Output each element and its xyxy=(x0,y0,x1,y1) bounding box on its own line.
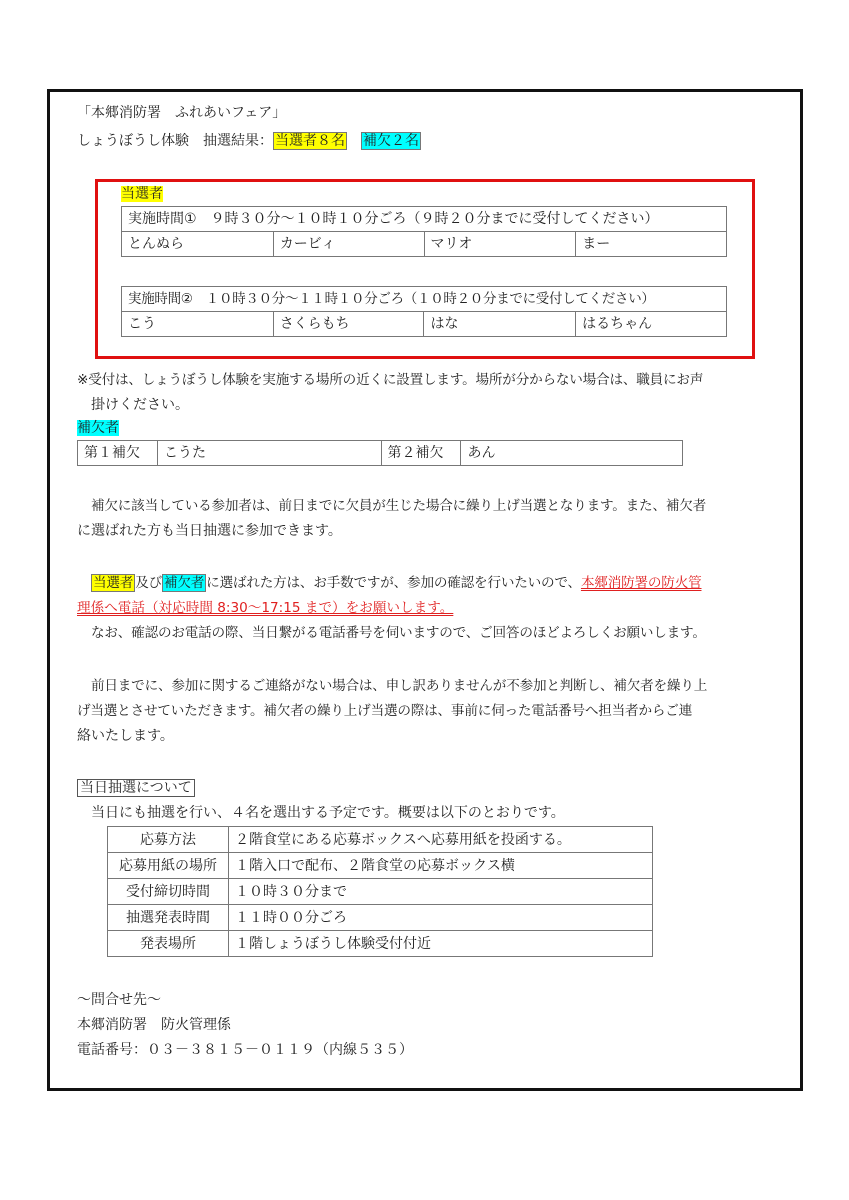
reserve-info-line-2: に選ばれた方も当日抽選に参加できます。 xyxy=(77,523,342,539)
session-1-time: 実施時間① ９時３０分～１０時１０分ごろ（９時２０分までに受付してください） xyxy=(122,207,727,232)
row-value: １階しょうぼうし体験受付付近 xyxy=(229,931,653,957)
winner-name: はるちゃん xyxy=(576,312,727,337)
row-label: 受付締切時間 xyxy=(108,879,229,905)
confirm-line-1 xyxy=(91,573,701,593)
table-row xyxy=(108,853,653,879)
confirm-text: に選ばれた方は、お手数ですが、参加の確認を行いたいので、 xyxy=(206,575,581,591)
winner-name: とんぬら xyxy=(122,232,274,257)
same-day-lottery-intro: 当日にも抽選を行い、４名を選出する予定です。概要は以下のとおりです。 xyxy=(91,805,565,821)
reception-note-line-2: 掛けください。 xyxy=(91,397,189,413)
table-row xyxy=(108,879,653,905)
reserves-count-badge: 補欠２名 xyxy=(363,133,419,149)
reserve-label: 第１補欠 xyxy=(78,441,158,466)
winners-heading-text: 当選者 xyxy=(121,186,163,202)
session-2-table xyxy=(121,286,727,337)
winner-name: マリオ xyxy=(424,232,576,257)
table-row xyxy=(108,905,653,931)
reserves-table xyxy=(77,440,683,466)
reception-note-line-1: ※受付は、しょうぼうし体験を実施する場所の近くに設置します。場所が分からない場合は、職員にお声 xyxy=(77,372,704,388)
session-1-table xyxy=(121,206,727,257)
winner-name: さくらもち xyxy=(273,312,424,337)
confirm-reserves-highlight: 補欠者 xyxy=(163,575,205,591)
session-2-time: 実施時間② １０時３０分～１１時１０分ごろ（１０時２０分までに受付してください） xyxy=(122,287,727,312)
row-value: １階入口で配布、２階食堂の応募ボックス横 xyxy=(229,853,653,879)
table-row xyxy=(108,931,653,957)
reserve-name: こうた xyxy=(157,441,381,466)
contact-heading: ～問合せ先～ xyxy=(77,992,161,1008)
row-label: 発表場所 xyxy=(108,931,229,957)
same-day-lottery-table xyxy=(107,826,653,957)
same-day-lottery-heading-text: 当日抽選について xyxy=(77,779,195,797)
noshow-line-1: 前日までに、参加に関するご連絡がない場合は、申し訳ありませんが不参加と判断し、補欠者を繰り上 xyxy=(91,678,708,694)
noshow-line-2: げ当選とさせていただきます。補欠者の繰り上げ当選の際は、事前に伺った電話番号へ担当者からご連 xyxy=(77,703,693,719)
reserve-name: あん xyxy=(461,441,683,466)
reserves-heading-text: 補欠者 xyxy=(77,420,119,436)
reserve-info-line-1: 補欠に該当している参加者は、前日までに欠員が生じた場合に繰り上げ当選となります。また、補欠者 xyxy=(91,498,707,514)
document-title: 「本郷消防署 ふれあいフェア」 xyxy=(77,105,287,121)
same-day-lottery-heading xyxy=(77,778,195,798)
contact-phone: 電話番号：０３－３８１５－０１１９（内線５３５） xyxy=(77,1042,413,1058)
row-label: 抽選発表時間 xyxy=(108,905,229,931)
winner-name: カービィ xyxy=(273,232,424,257)
row-value: １１時００分ごろ xyxy=(229,905,653,931)
table-row xyxy=(108,827,653,853)
winners-count-badge: 当選者８名 xyxy=(275,133,345,149)
confirm-phone-note: なお、確認のお電話の際、当日繋がる電話番号を伺いますので、ご回答のほどよろしくお願いします。 xyxy=(91,625,706,641)
confirm-winners-highlight: 当選者 xyxy=(93,575,134,591)
row-value: ２階食堂にある応募ボックスへ応募用紙を投函する。 xyxy=(229,827,653,853)
winner-name: はな xyxy=(424,312,576,337)
confirm-line-2 xyxy=(77,598,453,618)
winners-heading xyxy=(121,184,163,204)
confirm-and-text: 及び xyxy=(135,575,162,591)
reserve-label: 第２補欠 xyxy=(381,441,461,466)
contact-department: 本郷消防署 防火管理係 xyxy=(77,1017,231,1033)
result-summary-label: しょうぼうし体験 抽選結果： xyxy=(77,133,273,149)
row-label: 応募方法 xyxy=(108,827,229,853)
winner-name: こう xyxy=(122,312,274,337)
result-summary xyxy=(77,131,421,151)
row-value: １０時３０分まで xyxy=(229,879,653,905)
row-label: 応募用紙の場所 xyxy=(108,853,229,879)
confirm-contact-instruction: 本郷消防署の防火管 xyxy=(580,575,702,591)
reserves-heading xyxy=(77,418,119,438)
noshow-line-3: 絡いたします。 xyxy=(77,728,174,744)
winner-name: まー xyxy=(576,232,727,257)
confirm-contact-hours: 理係へ電話（対応時間 8:30～17:15 まで）をお願いします。 xyxy=(77,600,454,616)
